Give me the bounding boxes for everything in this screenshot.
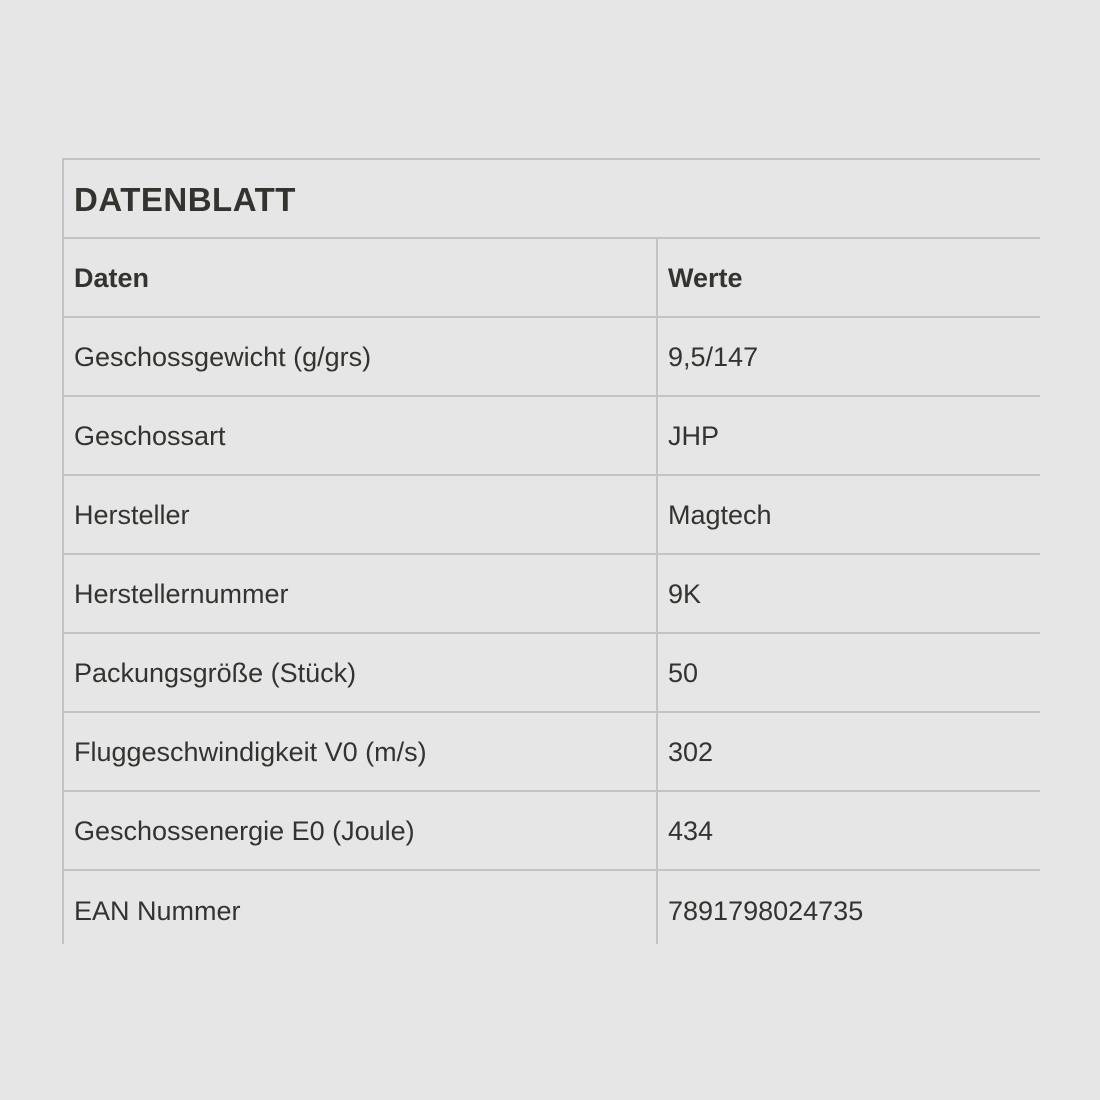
row-value: 9,5/147 [668,342,759,372]
row-value: 9K [668,579,702,609]
row-label: Packungsgröße (Stück) [64,634,658,711]
row-value: 50 [668,658,699,688]
datasheet-table [62,158,1040,944]
table-row [64,792,1040,871]
row-label: Geschossenergie E0 (Joule) [64,792,658,869]
row-label: Geschossart [64,397,658,474]
row-label: Geschossgewicht (g/grs) [64,318,658,395]
row-label: Hersteller [64,476,658,553]
row-label: Herstellernummer [64,555,658,632]
table-row [64,397,1040,476]
column-header-daten: Daten [64,239,658,316]
table-header-row [64,239,1040,318]
table-row [64,634,1040,713]
table-row [64,871,1040,944]
row-label: Fluggeschwindigkeit V0 (m/s) [64,713,658,790]
row-value: 7891798024735 [668,896,864,926]
table-row [64,318,1040,397]
datasheet-title: DATENBLATT [74,180,296,218]
row-label: EAN Nummer [64,871,658,944]
table-row [64,476,1040,555]
column-header-werte: Werte [668,263,743,293]
row-value: Magtech [668,500,772,530]
datasheet-title-row [64,160,1040,239]
row-value: 302 [668,737,714,767]
row-value: JHP [668,421,720,451]
row-value: 434 [668,816,714,846]
table-row [64,555,1040,634]
table-row [64,713,1040,792]
